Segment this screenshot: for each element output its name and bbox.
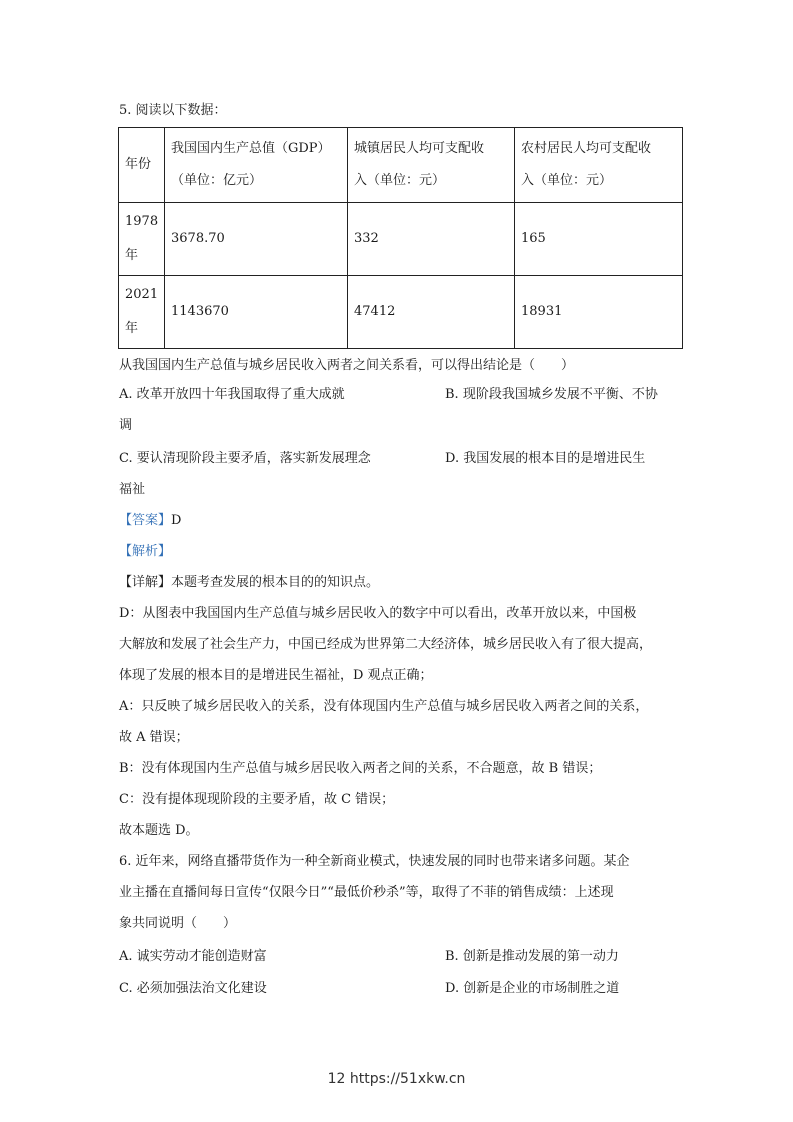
- page-footer: 12 https://51xkw.cn: [327, 1071, 466, 1087]
- q5-option-d-cont: 福祉: [119, 482, 146, 497]
- analysis-line: 故本题选 D。: [119, 823, 199, 838]
- analysis-line: 大解放和发展了社会生产力，中国已经成为世界第二大经济体，城乡居民收入有了很大提高，: [119, 637, 653, 652]
- data-table: [118, 127, 683, 349]
- q6-line: 6. 近年来，网络直播带货作为一种全新商业模式，快速发展的同时也带来诸多问题。某企: [119, 854, 630, 869]
- q6-line: 象共同说明（ ）: [119, 916, 237, 931]
- q5-option-d: D. 我国发展的根本目的是增进民生: [445, 451, 646, 466]
- analysis-line: B：没有体现国内生产总值与城乡居民收入两者之间的关系，不合题意，故 B 错误；: [119, 761, 602, 776]
- q6-line: 业主播在直播间每日宣传“仅限今日”“最低价秒杀”等，取得了不菲的销售成绩：上述现: [119, 885, 614, 900]
- analysis-line: D：从图表中我国国内生产总值与城乡居民收入的数字中可以看出，改革开放以来，中国极: [119, 606, 637, 621]
- q5-option-b: B. 现阶段我国城乡发展不平衡、不协: [445, 387, 658, 402]
- q6-option-c: C. 必须加强法治文化建设: [119, 981, 267, 996]
- table-header-row: [119, 128, 683, 203]
- q5-intro: 5. 阅读以下数据：: [119, 103, 227, 118]
- urban-cell: 47412: [348, 276, 515, 349]
- q5-option-c: C. 要认清现阶段主要矛盾，落实新发展理念: [119, 451, 371, 466]
- table-row: [119, 203, 683, 276]
- gdp-cell: 1143670: [165, 276, 348, 349]
- answer-line: [119, 512, 181, 530]
- header-urban-income: 城镇居民人均可支配收 入（单位：元）: [348, 128, 515, 203]
- year-cell: 1978 年: [119, 203, 165, 276]
- header-gdp: 我国国内生产总值（GDP） （单位：亿元）: [165, 128, 348, 203]
- analysis-tag: 【解析】: [119, 544, 172, 559]
- analysis-line: A：只反映了城乡居民收入的关系，没有体现国内生产总值与城乡居民收入两者之间的关系，: [119, 699, 649, 714]
- detail-tag: 【详解】: [119, 575, 172, 590]
- detail-line: [119, 574, 379, 592]
- analysis-line: 体现了发展的根本目的是增进民生福祉，D 观点正确；: [119, 668, 433, 683]
- urban-cell: 332: [348, 203, 515, 276]
- q5-option-a: A. 改革开放四十年我国取得了重大成就: [119, 387, 345, 402]
- analysis-line: 故 A 错误；: [119, 730, 189, 745]
- analysis-line: C：没有提体现现阶段的主要矛盾，故 C 错误；: [119, 792, 395, 807]
- year-cell: 2021 年: [119, 276, 165, 349]
- q6-option-d: D. 创新是企业的市场制胜之道: [445, 981, 620, 996]
- table-row: [119, 276, 683, 349]
- rural-cell: 18931: [515, 276, 683, 349]
- answer-tag: 【答案】: [119, 513, 172, 528]
- q5-question: 从我国国内生产总值与城乡居民收入两者之间关系看，可以得出结论是（ ）: [119, 358, 575, 373]
- detail-text: 本题考查发展的根本目的的知识点。: [171, 575, 380, 590]
- q6-option-b: B. 创新是推动发展的第一动力: [445, 949, 619, 964]
- q6-option-a: A. 诚实劳动才能创造财富: [119, 949, 267, 964]
- header-rural-income: 农村居民人均可支配收 入（单位：元）: [515, 128, 683, 203]
- header-year: 年份: [119, 128, 165, 203]
- gdp-cell: 3678.70: [165, 203, 348, 276]
- answer-value: D: [171, 513, 182, 528]
- q5-option-b-cont: 调: [119, 418, 133, 433]
- rural-cell: 165: [515, 203, 683, 276]
